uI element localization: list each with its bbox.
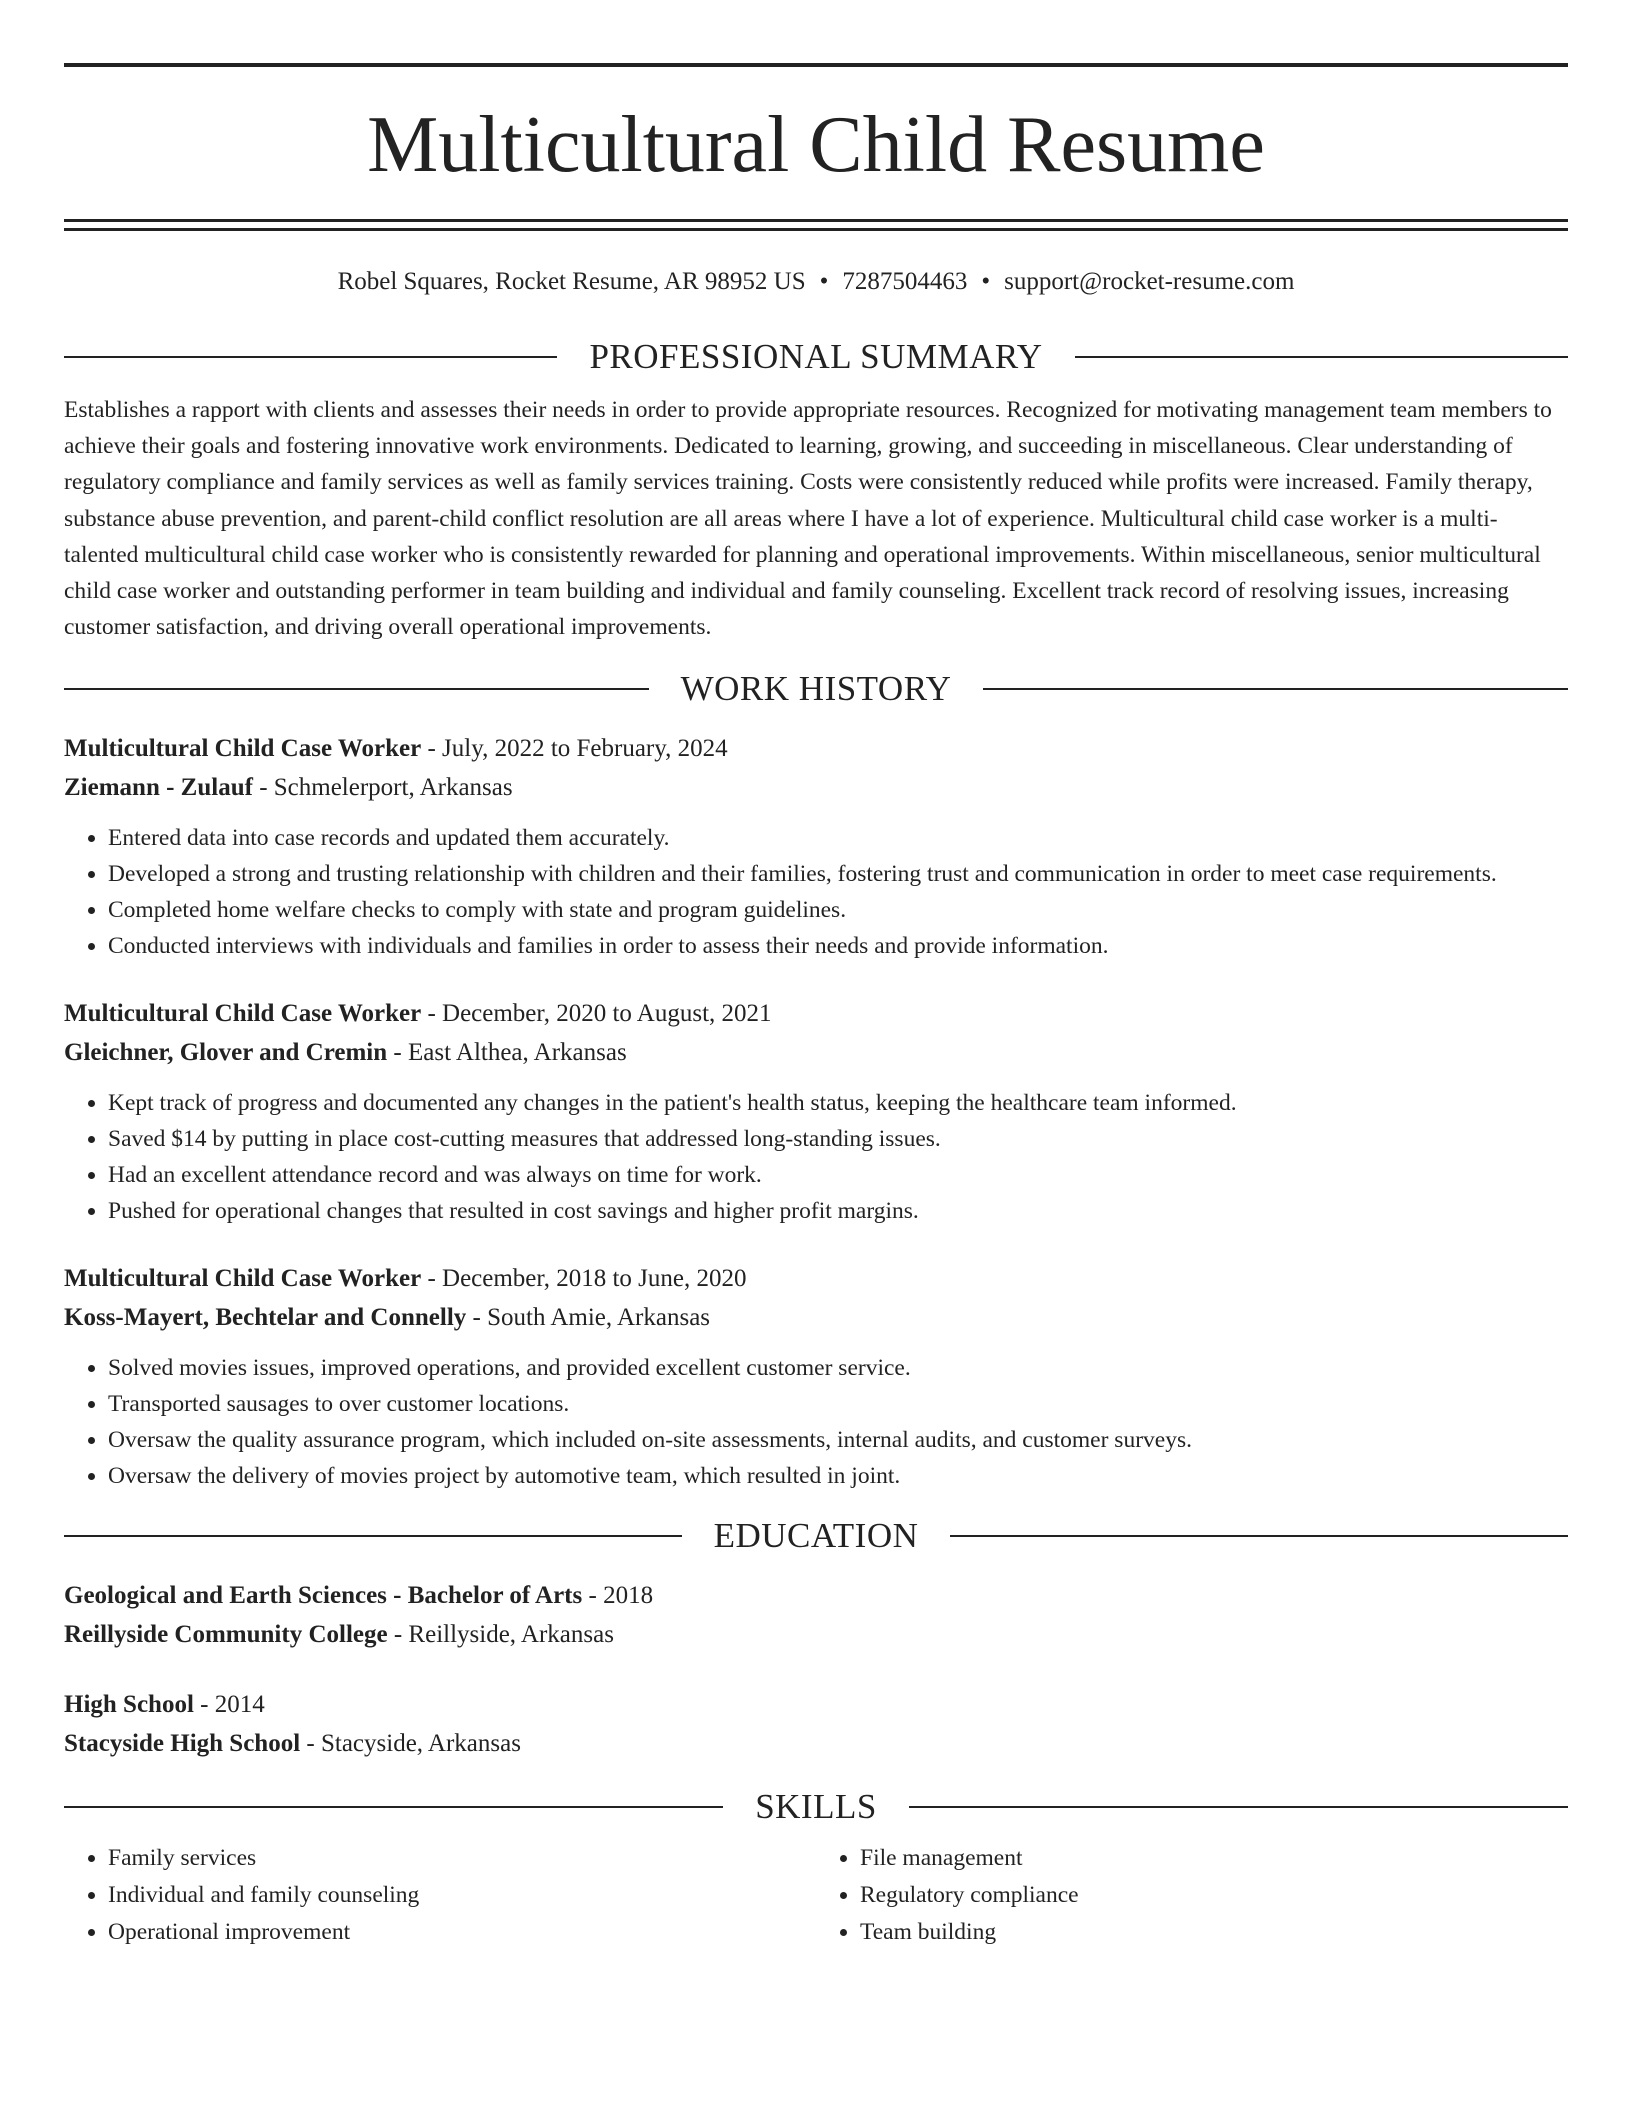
skill-item: • Family services <box>108 1840 816 1877</box>
job-entry <box>64 1259 1568 1494</box>
job-location: - Schmelerport, Arkansas <box>252 774 513 802</box>
list-item: • Completed home welfare checks to comply with state and program guidelines. <box>108 892 1568 928</box>
contact-line <box>64 265 1568 299</box>
education-degree-line <box>64 1685 1568 1724</box>
resume-title: Multicultural Child Resume <box>367 101 1265 189</box>
education-year: - 2018 <box>582 1582 654 1610</box>
top-rule <box>64 63 1568 67</box>
section-title: EDUCATION <box>713 1516 919 1556</box>
education-entry <box>64 1685 1568 1763</box>
job-title: Multicultural Child Case Worker <box>64 735 422 763</box>
job-bullets <box>64 820 1568 964</box>
contact-separator: • <box>819 268 829 295</box>
list-item: • Solved movies issues, improved operations, and provided excellent customer service. <box>108 1350 1568 1386</box>
job-dates: - July, 2022 to February, 2024 <box>421 735 728 763</box>
education-year: - 2014 <box>193 1691 265 1719</box>
education-degree: Geological and Earth Sciences - Bachelor of Arts <box>64 1582 583 1610</box>
education-school: Reillyside Community College <box>64 1621 388 1649</box>
heading-rule-left <box>64 1535 682 1537</box>
skill-item: • File management <box>860 1840 1568 1877</box>
job-bullets <box>64 1085 1568 1229</box>
skill-item: • Team building <box>860 1914 1568 1951</box>
heading-rule-right <box>983 688 1568 690</box>
work-history-section-heading <box>64 667 1568 711</box>
list-item: • Kept track of progress and documented any changes in the patient's health status, keeping the healthcare team informed. <box>108 1085 1568 1121</box>
job-entry <box>64 994 1568 1229</box>
education-degree-line <box>64 1576 1568 1615</box>
list-item: • Entered data into case records and updated them accurately. <box>108 820 1568 856</box>
list-item: • Developed a strong and trusting relationship with children and their families, fostering trust and communication in order to meet case requirements. <box>108 856 1568 892</box>
job-company: Koss-Mayert, Bechtelar and Connelly <box>64 1304 467 1332</box>
contact-phone: 7287504463 <box>842 268 968 295</box>
job-company-line <box>64 1298 1568 1337</box>
heading-rule-right <box>909 1806 1568 1808</box>
heading-rule-right <box>1075 356 1568 358</box>
list-item: • Pushed for operational changes that resulted in cost savings and higher profit margins. <box>108 1193 1568 1229</box>
list-item: • Conducted interviews with individuals and families in order to assess their needs and provide information. <box>108 928 1568 964</box>
section-title: WORK HISTORY <box>680 669 952 709</box>
skill-item: • Regulatory compliance <box>860 1877 1568 1914</box>
job-dates: - December, 2018 to June, 2020 <box>421 1265 747 1293</box>
skills-section-heading <box>64 1785 1568 1829</box>
job-location: - East Althea, Arkansas <box>387 1039 627 1067</box>
education-location: - Reillyside, Arkansas <box>387 1621 614 1649</box>
skill-item: • Individual and family counseling <box>108 1877 816 1914</box>
job-title: Multicultural Child Case Worker <box>64 1000 422 1028</box>
job-title-line <box>64 994 1568 1033</box>
skills-grid <box>64 1840 1568 1951</box>
skill-item: • Operational improvement <box>108 1914 816 1951</box>
skills-column-left <box>64 1840 816 1951</box>
job-dates: - December, 2020 to August, 2021 <box>421 1000 772 1028</box>
job-company-line <box>64 768 1568 807</box>
heading-rule-left <box>64 356 557 358</box>
job-entry <box>64 729 1568 964</box>
list-item: • Transported sausages to over customer locations. <box>108 1386 1568 1422</box>
section-title: SKILLS <box>755 1787 877 1827</box>
list-item: • Oversaw the delivery of movies project by automotive team, which resulted in joint. <box>108 1458 1568 1494</box>
education-school-line <box>64 1615 1568 1654</box>
list-item: • Oversaw the quality assurance program, which included on-site assessments, internal audits, and customer surveys. <box>108 1422 1568 1458</box>
education-section-heading <box>64 1514 1568 1558</box>
job-location: - South Amie, Arkansas <box>466 1304 711 1332</box>
job-company: Gleichner, Glover and Cremin <box>64 1039 388 1067</box>
summary-section-heading <box>64 335 1568 379</box>
education-entry <box>64 1576 1568 1654</box>
education-school: Stacyside High School <box>64 1730 301 1758</box>
list-item: • Saved $14 by putting in place cost-cutting measures that addressed long-standing issues. <box>108 1121 1568 1157</box>
section-title: PROFESSIONAL SUMMARY <box>589 337 1043 376</box>
heading-rule-left <box>64 1806 723 1808</box>
contact-email: support@rocket-resume.com <box>1004 268 1295 295</box>
contact-address: Robel Squares, Rocket Resume, AR 98952 US <box>337 268 806 295</box>
education-degree: High School <box>64 1691 194 1719</box>
title-double-rule <box>64 219 1568 231</box>
job-title: Multicultural Child Case Worker <box>64 1265 422 1293</box>
job-company-line <box>64 1033 1568 1072</box>
heading-rule-left <box>64 688 649 690</box>
education-location: - Stacyside, Arkansas <box>300 1730 521 1758</box>
job-bullets <box>64 1350 1568 1494</box>
professional-summary-text: Establishes a rapport with clients and assesses their needs in order to provide appropriate resources. Recognized for motivating management team members to achieve their goals and fostering innovative work environments. Dedicated to learning, growing, and succeeding in miscellaneous. Clear understanding of regulatory compliance and family services as well as family services training. Costs were consistently reduced while profits were increased. Family therapy, substance abuse prevention, and parent-child conflict resolution are all areas where I have a lot of experience. Multicultural child case worker is a multi-talented multicultural child case worker who is consistently rewarded for planning and operational improvements. Within miscellaneous, senior multicultural child case worker and outstanding performer in team building and individual and family counseling. Excellent track record of resolving issues, increasing customer satisfaction, and driving overall operational improvements. <box>64 397 1552 641</box>
heading-rule-right <box>950 1535 1568 1537</box>
job-title-line <box>64 729 1568 768</box>
list-item: • Had an excellent attendance record and was always on time for work. <box>108 1157 1568 1193</box>
job-company: Ziemann - Zulauf <box>64 774 253 802</box>
education-school-line <box>64 1724 1568 1763</box>
skills-column-right <box>816 1840 1568 1951</box>
job-title-line <box>64 1259 1568 1298</box>
contact-separator: • <box>981 268 991 295</box>
